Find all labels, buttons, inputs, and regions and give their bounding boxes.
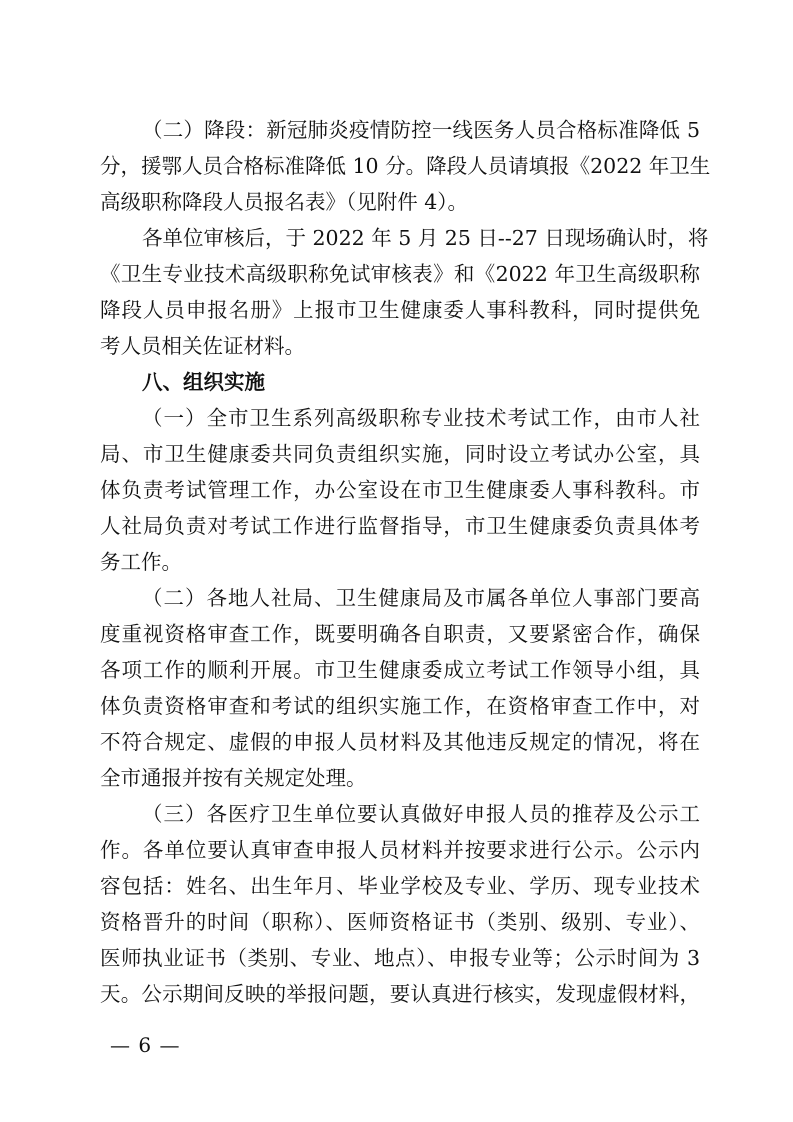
text-line: 分，援鄂人员合格标准降低 10 分。降段人员请填报《2022 年卫生 (100, 154, 711, 178)
section-heading: 八、组织实施 (142, 370, 265, 394)
text-line: 资格晋升的时间（职称）、医师资格证书（类别、级别、专业）、 (100, 910, 700, 934)
text-line: 不符合规定、虚假的申报人员材料及其他违反规定的情况，将在 (100, 730, 700, 754)
paragraph (100, 796, 700, 1012)
page-number: — 6 — (110, 1033, 181, 1057)
text-line: 各项工作的顺利开展。市卫生健康委成立考试工作领导小组，具 (100, 658, 700, 682)
paragraph (100, 400, 700, 580)
text-line: 考人员相关佐证材料。 (100, 334, 305, 358)
text-line: 各单位审核后，于 2022 年 5 月 25 日--27 日现场确认时，将 (142, 226, 709, 250)
text-line: 体负责考试管理工作，办公室设在市卫生健康委人事科教科。市 (100, 478, 700, 502)
text-line: （三）各医疗卫生单位要认真做好申报人员的推荐及公示工 (142, 802, 700, 826)
paragraph (100, 580, 700, 796)
text-line: 医师执业证书（类别、专业、地点）、申报专业等；公示时间为 3 (100, 946, 700, 970)
text-line: 容包括：姓名、出生年月、毕业学校及专业、学历、现专业技术 (100, 874, 700, 898)
text-line: 度重视资格审查工作，既要明确各自职责，又要紧密合作，确保 (100, 622, 700, 646)
text-line: 全市通报并按有关规定处理。 (100, 766, 367, 790)
text-line: 人社局负责对考试工作进行监督指导，市卫生健康委负责具体考 (100, 514, 700, 538)
text-line: （二）各地人社局、卫生健康局及市属各单位人事部门要高 (142, 586, 700, 610)
text-line: 《卫生专业技术高级职称免试审核表》和《2022 年卫生高级职称 (100, 262, 700, 286)
text-line: 高级职称降段人员报名表》（见附件 4）。 (100, 190, 469, 214)
paragraph (100, 112, 711, 220)
document-page (100, 112, 711, 1012)
text-line: （一）全市卫生系列高级职称专业技术考试工作，由市人社 (142, 406, 700, 430)
text-line: 降段人员申报名册》上报市卫生健康委人事科教科，同时提供免 (100, 298, 700, 322)
text-line: 体负责资格审查和考试的组织实施工作，在资格审查工作中，对 (100, 694, 700, 718)
text-line: （二）降段：新冠肺炎疫情防控一线医务人员合格标准降低 5 (142, 118, 700, 142)
text-line: 局、市卫生健康委共同负责组织实施，同时设立考试办公室，具 (100, 442, 700, 466)
text-line: 天。公示期间反映的举报问题，要认真进行核实，发现虚假材料， (100, 982, 700, 1006)
text-line: 作。各单位要认真审查申报人员材料并按要求进行公示。公示内 (100, 838, 700, 862)
text-line: 务工作。 (100, 550, 182, 574)
paragraph (100, 220, 709, 364)
